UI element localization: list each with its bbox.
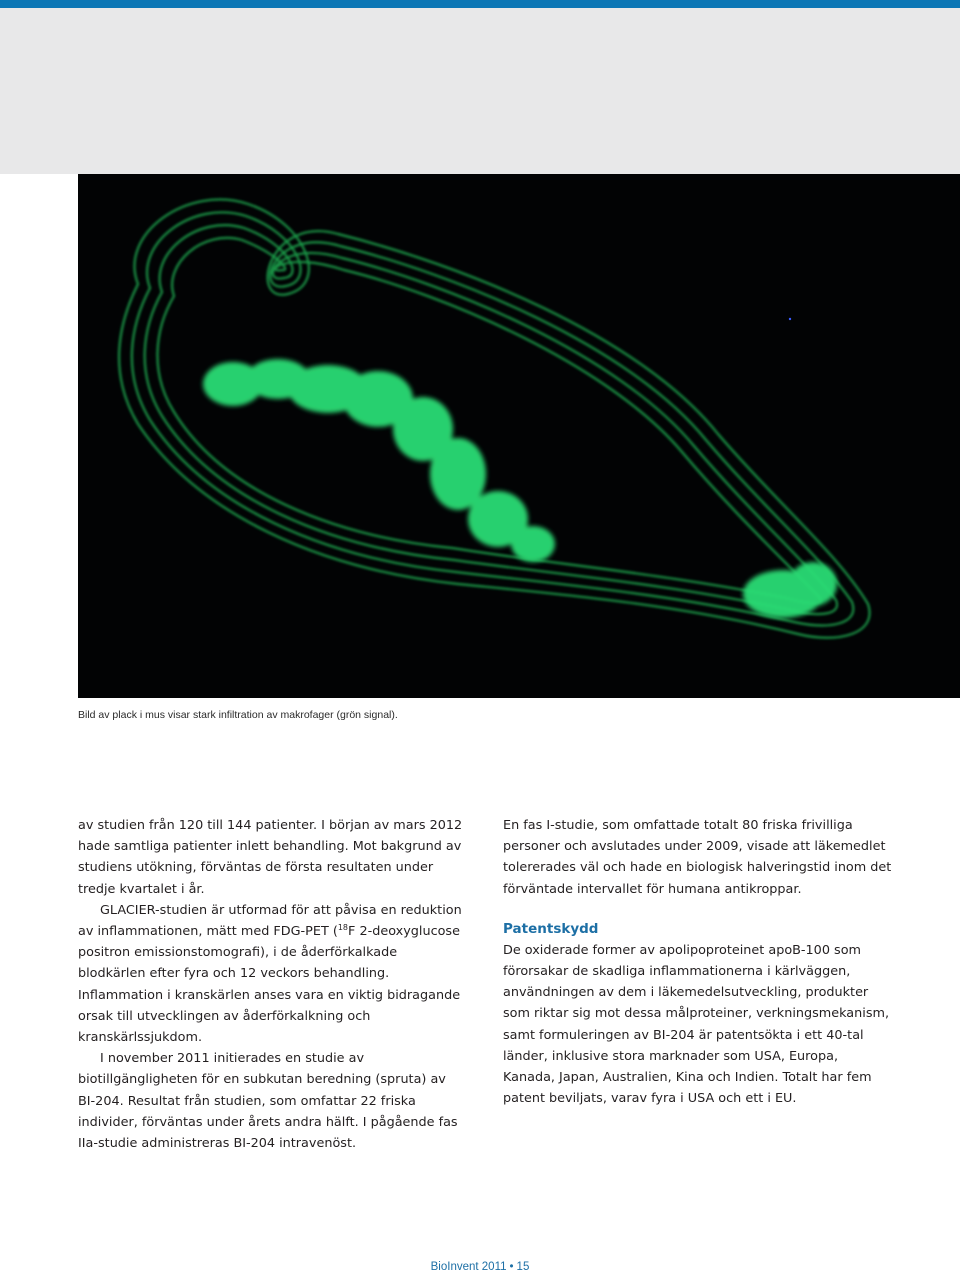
paragraph-text: GLACIER-studien är utformad för att påvisa en reduktion av inflammationen, mätt med FDG-PET ( [78,902,462,940]
paragraph: av studien från 120 till 144 patienter. I början av mars 2012 hade samtliga patienter inlett behandling. Mot bakgrund av studiens utökning, förväntas de första resultaten under tredje kvartalet i år. [78,818,463,897]
left-column [78,815,463,1154]
page-number: 15 [516,1261,530,1273]
header-band [0,8,960,174]
fluorescence-micrograph-icon [78,174,960,698]
footer-brand: BioInvent 2011 [430,1261,507,1273]
isotope-superscript: 18 [337,923,349,933]
paragraph: I november 2011 initierades en studie av biotillgängligheten för en subkutan beredning (spruta) av BI-204. Resultat från studien, som omfattar 22 friska individer, förväntas under årets andra hälft. I pågående fas IIa-studie administreras BI-204 intravenöst. [78,1051,458,1152]
micrograph-image [78,174,960,698]
page-footer [0,1261,960,1273]
paragraph: En fas I-studie, som omfattade totalt 80 friska frivilliga personer och avslutades under 2009, visade att läkemedlet tolererades väl och hade en biologisk halveringstid inom det förväntade intervallet för humana antikroppar. [503,818,892,897]
figure-caption: Bild av plack i mus visar stark infiltration av makrofager (grön signal). [78,709,398,721]
accent-bar [0,0,960,8]
footer-separator: • [509,1261,514,1273]
section-heading: Patentskydd [503,920,599,937]
paragraph-text: F 2-deoxyglucose positron emissionstomografi), i de åderförkalkade blodkärlen efter fyra och 12 veckors behandling. Inflammation i kranskärlen anses vara en viktig bidragande orsak till utvecklingen av åderförkalkning och kranskärlssjukdom. [78,924,461,1046]
right-column [503,815,893,1109]
paragraph: De oxiderade former av apolipoproteinet apoB-100 som förorsakar de skadliga inflammationerna i kärlväggen, användningen av dem i läkemedelsutveckling, produkter som riktar sig mot dessa målproteiner, verkningsmekanism, samt formuleringen av BI-204 är patentsökta i ett 40-tal länder, inklusive stora marknader som USA, Europa, Kanada, Japan, Australien, Kina och Indien. Totalt har fem patent beviljats, varav fyra i USA och ett i EU. [503,942,890,1107]
paragraph [78,900,463,1048]
